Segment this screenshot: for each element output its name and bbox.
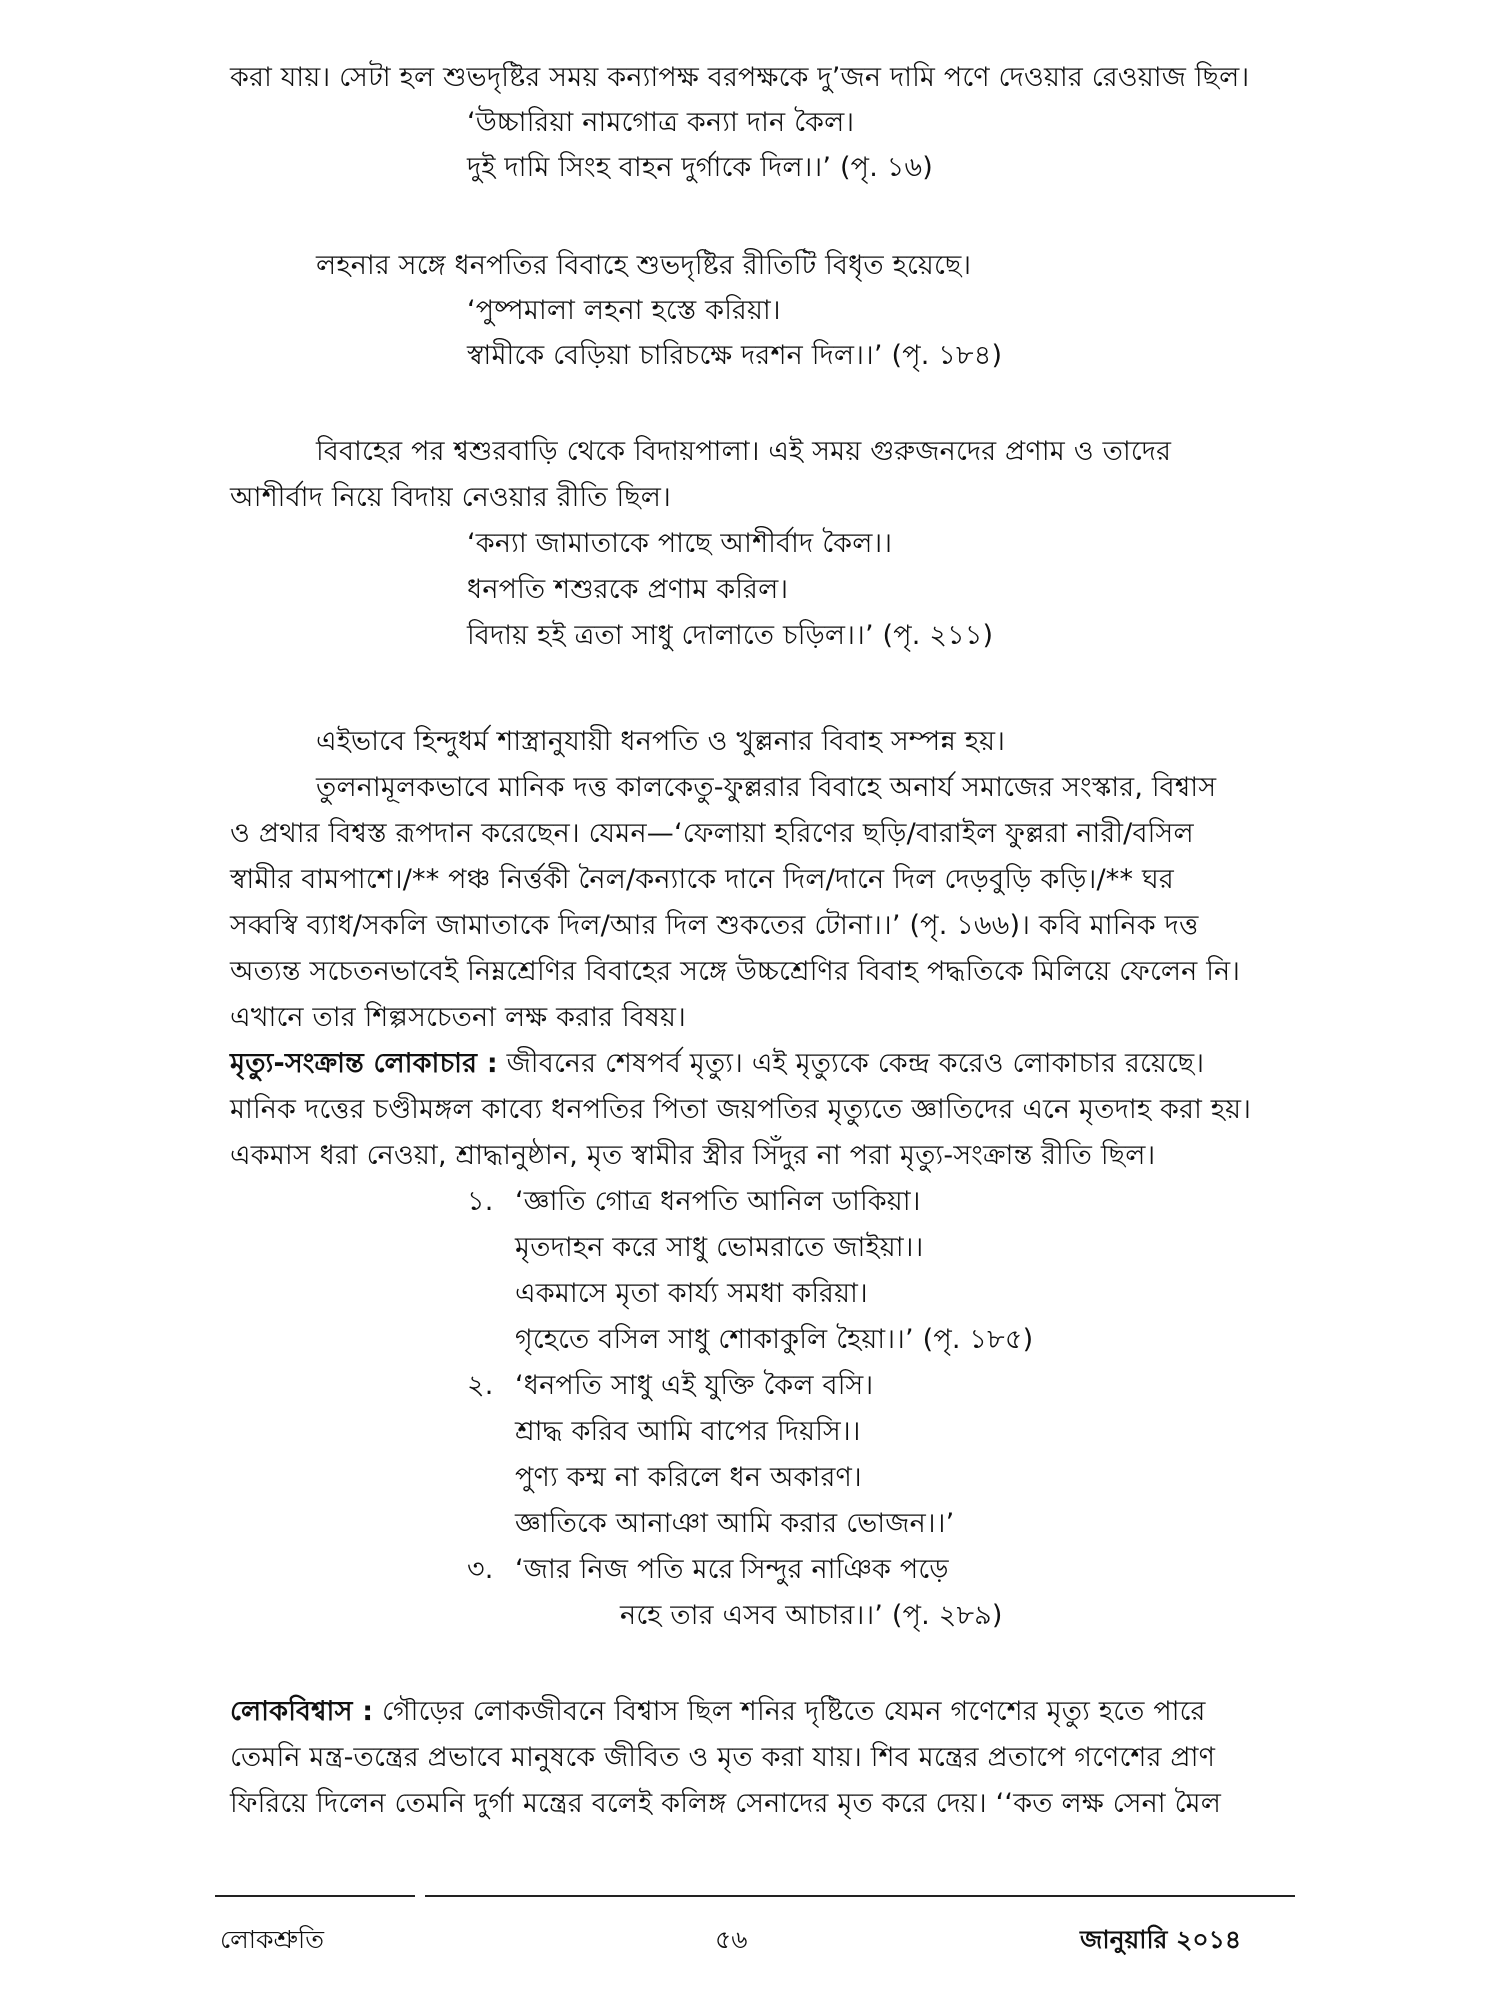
body-line: মানিক দত্তের চণ্ডীমঙ্গল কাব্যে ধনপতির পিতা জয়পতির মৃত্যুতে জ্ঞাতিদের এনে মৃতদাহ করা হয়। <box>230 1094 1252 1125</box>
footer-journal-name: লোকশ্রুতি <box>220 1925 324 1954</box>
verse-line: জ্ঞাতিকে আনাঞা আমি করার ভোজন।।’ <box>515 1508 955 1539</box>
body-line: তেমনি মন্ত্র-তন্ত্রের প্রভাবে মানুষকে জীবিত ও মৃত করা যায়। শিব মন্ত্রের প্রতাপে গণেশের প্রাণ <box>230 1742 1216 1773</box>
footer-rule-right <box>425 1895 1295 1897</box>
verse-number: ২. <box>467 1370 494 1401</box>
body-line: স্বামীর বামপাশে।/** পঞ্চ নির্ত্তকী নৈল/কন্যাকে দানে দিল/দানে দিল দেড়বুড়ি কড়ি।/** ঘর <box>230 864 1174 895</box>
verse-line: ধনপতি শশুরকে প্রণাম করিল। <box>467 574 789 605</box>
body-line: করা যায়। সেটা হল শুভদৃষ্টির সময় কন্যাপক্ষ বরপক্ষকে দু’জন দামি পণে দেওয়ার রেওয়াজ ছিল। <box>230 62 1250 93</box>
verse-number: ১. <box>467 1186 494 1217</box>
verse-line: ‘জ্ঞাতি গোত্র ধনপতি আনিল ডাকিয়া। <box>515 1186 921 1217</box>
verse-line: মৃতদাহন করে সাধু ভোমরাতে জাইয়া।। <box>515 1232 924 1263</box>
body-line: ও প্রথার বিশ্বস্ত রূপদান করেছেন। যেমন—‘ফেলায়া হরিণের ছড়ি/বারাইল ফুল্লরা নারী/বসিল <box>230 818 1194 849</box>
verse-line: গৃহেতে বসিল সাধু শোকাকুলি হৈয়া।।’ (পৃ. ১৮৫) <box>515 1324 1034 1355</box>
page-number: ৫৬ <box>715 1925 748 1954</box>
footer-date: জানুয়ারি ২০১৪ <box>1080 1925 1242 1954</box>
verse-line: ‘ধনপতি সাধু এই যুক্তি কৈল বসি। <box>515 1370 874 1401</box>
body-line: বিবাহের পর শ্বশুরবাড়ি থেকে বিদায়পালা। এই সময় গুরুজনদের প্রণাম ও তাদের <box>316 436 1172 467</box>
verse-line: বিদায় হই ত্রতা সাধু দোলাতে চড়িল।।’ (পৃ. ২১১) <box>467 620 994 651</box>
verse-line: ‘উচ্চারিয়া নামগোত্র কন্যা দান কৈল। <box>467 107 855 138</box>
body-line: অত্যন্ত সচেতনভাবেই নিম্নশ্রেণির বিবাহের সঙ্গে উচ্চশ্রেণির বিবাহ পদ্ধতিকে মিলিয়ে ফেলেন নি। <box>230 956 1241 987</box>
section-heading: লোকবিশ্বাস : <box>230 1696 374 1727</box>
verse-line: সিন্দুর নাঞিক পড়ে <box>740 1554 949 1585</box>
body-text: গৌড়ের লোকজীবনে বিশ্বাস ছিল শনির দৃষ্টিতে যেমন গণেশের মৃত্যু হতে পারে <box>382 1696 1206 1727</box>
verse-line: স্বামীকে বেড়িয়া চারিচক্ষে দরশন দিল।।’ (পৃ. ১৮৪) <box>467 340 1003 371</box>
death-rites-paragraph <box>230 1044 1204 1084</box>
body-line: এখানে তার শিল্পসচেতনা লক্ষ করার বিষয়। <box>230 1002 686 1033</box>
footer-rule-left <box>215 1895 415 1897</box>
body-line: ফিরিয়ে দিলেন তেমনি দুর্গা মন্ত্রের বলেই কলিঙ্গ সেনাদের মৃত করে দেয়। ‘‘কত লক্ষ সেনা মৈল <box>230 1788 1222 1819</box>
body-line: একমাস ধরা নেওয়া, শ্রাদ্ধানুষ্ঠান, মৃত স্বামীর স্ত্রীর সিঁদুর না পরা মৃত্যু-সংক্রান্ত রীতি ছিল। <box>230 1140 1156 1171</box>
verse-line: পুণ্য কম্ম না করিলে ধন অকারণ। <box>515 1462 862 1493</box>
body-text: জীবনের শেষপর্ব মৃত্যু। এই মৃত্যুকে কেন্দ্র করেও লোকাচার রয়েছে। <box>506 1048 1205 1079</box>
body-line: এইভাবে হিন্দুধর্ম শাস্ত্রানুযায়ী ধনপতি ও খুল্লনার বিবাহ সম্পন্ন হয়। <box>316 726 1006 757</box>
verse-line: শ্রাদ্ধ করিব আমি বাপের দিয়সি।। <box>515 1416 861 1447</box>
section-heading: মৃত্যু-সংক্রান্ত লোকাচার : <box>230 1048 498 1079</box>
verse-line: নহে তার এসব আচার।।’ (পৃ. ২৮৯) <box>620 1600 1003 1631</box>
verse-line: ‘জার নিজ পতি মরে <box>515 1554 734 1585</box>
verse-line: দুই দামি সিংহ বাহন দুর্গাকে দিল।।’ (পৃ. ১৬) <box>467 152 933 183</box>
body-line: আশীর্বাদ নিয়ে বিদায় নেওয়ার রীতি ছিল। <box>230 482 671 513</box>
verse-line: ‘কন্যা জামাতাকে পাছে আশীর্বাদ কৈল।। <box>467 528 893 559</box>
verse-number: ৩. <box>467 1554 494 1585</box>
folk-belief-paragraph <box>230 1692 1206 1732</box>
verse-line: একমাসে মৃতা কার্য্য সমধা করিয়া। <box>515 1278 868 1309</box>
body-line: সব্বস্বি ব্যাধ/সকলি জামাতাকে দিল/আর দিল শুকতের টোনা।।’ (পৃ. ১৬৬)। কবি মানিক দত্ত <box>230 910 1199 941</box>
body-line: তুলনামূলকভাবে মানিক দত্ত কালকেতু-ফুল্লরার বিবাহে অনার্য সমাজের সংস্কার, বিশ্বাস <box>316 772 1217 803</box>
body-line: লহনার সঙ্গে ধনপতির বিবাহে শুভদৃষ্টির রীতিটি বিধৃত হয়েছে। <box>316 250 972 281</box>
verse-line: ‘পুষ্পমালা লহনা হস্তে করিয়া। <box>467 295 781 326</box>
